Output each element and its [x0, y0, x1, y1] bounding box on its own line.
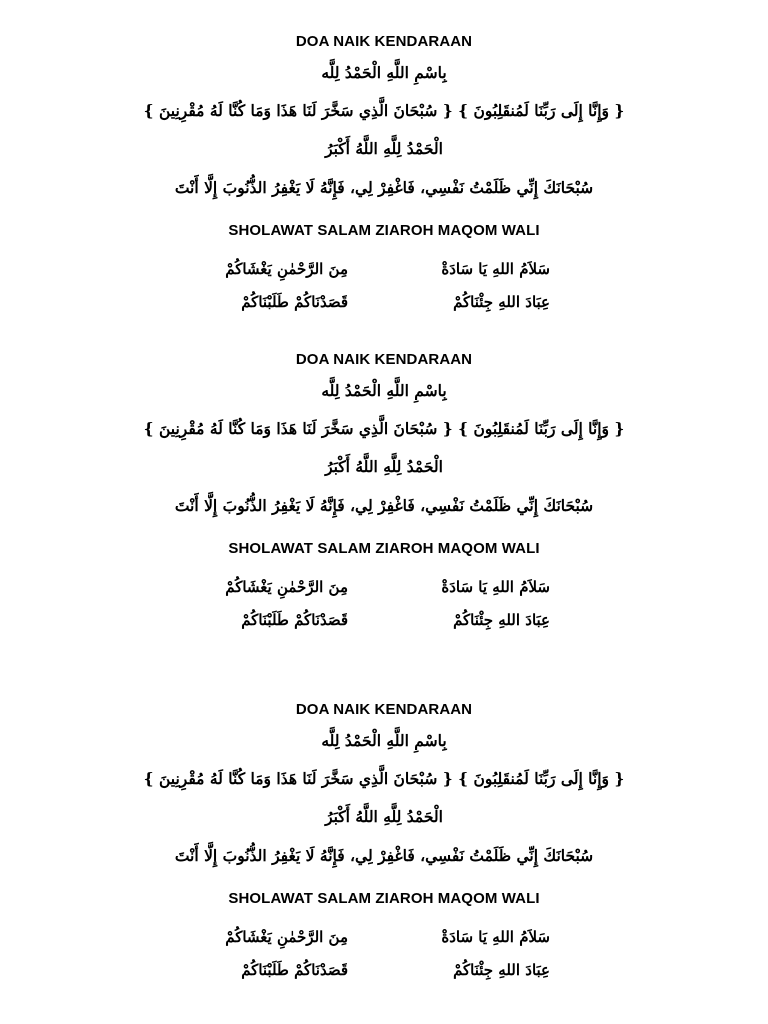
verse-line: { وَإِنَّا إِلَى رَبِّنَا لَمُنقَلِبُونَ } { سُبْحَانَ الَّذِي سَخَّرَ لَنَا هَذَا وَمَا كُنَّا لَهُ مُقْرِنِينَ } — [143, 769, 625, 788]
poem-verse-right: عِبَادَ اللهِ جِئْنَاكُمْ — [453, 961, 550, 979]
istighfar-line: سُبْحَانَكَ إِنِّي ظَلَمْتُ نَفْسِي، فَاغْفِرْ لِي، فَإِنَّهُ لَا يَغْفِرُ الذُّنُوبَ إِلَّا أَنْتَ — [174, 178, 594, 197]
poem-verse-left: قَصَدْنَاكُمْ طَلَبْنَاكُمْ — [241, 293, 348, 311]
verse-line: { وَإِنَّا إِلَى رَبِّنَا لَمُنقَلِبُونَ } { سُبْحَانَ الَّذِي سَخَّرَ لَنَا هَذَا وَمَا كُنَّا لَهُ مُقْرِنِينَ } — [143, 419, 625, 438]
doa-title: DOA NAIK KENDARAAN — [295, 701, 473, 718]
poem-row — [0, 254, 768, 284]
basmalah-line: بِاسْمِ اللَّهِ الْحَمْدُ لِلَّه — [321, 731, 447, 750]
doa-title: DOA NAIK KENDARAAN — [295, 351, 473, 368]
poem-verse-left: قَصَدْنَاكُمْ طَلَبْنَاكُمْ — [241, 961, 348, 979]
poem-verse-right: سَلاَمُ اللهِ يَا سَادَةْ — [441, 928, 550, 946]
verse-line: { وَإِنَّا إِلَى رَبِّنَا لَمُنقَلِبُونَ } { سُبْحَانَ الَّذِي سَخَّرَ لَنَا هَذَا وَمَا كُنَّا لَهُ مُقْرِنِينَ } — [143, 101, 625, 120]
istighfar-line: سُبْحَانَكَ إِنِّي ظَلَمْتُ نَفْسِي، فَاغْفِرْ لِي، فَإِنَّهُ لَا يَغْفِرُ الذُّنُوبَ إِلَّا أَنْتَ — [174, 496, 594, 515]
basmalah-line: بِاسْمِ اللَّهِ الْحَمْدُ لِلَّه — [321, 381, 447, 400]
doa-title: DOA NAIK KENDARAAN — [295, 33, 473, 50]
poem-row — [0, 922, 768, 952]
sholawat-title: SHOLAWAT SALAM ZIAROH MAQOM WALI — [228, 222, 540, 239]
poem-row — [0, 572, 768, 602]
poem-verse-right: سَلاَمُ اللهِ يَا سَادَةْ — [441, 578, 550, 596]
poem-verse-left: قَصَدْنَاكُمْ طَلَبْنَاكُمْ — [241, 611, 348, 629]
poem-row — [0, 605, 768, 635]
sholawat-title: SHOLAWAT SALAM ZIAROH MAQOM WALI — [228, 890, 540, 907]
basmalah-line: بِاسْمِ اللَّهِ الْحَمْدُ لِلَّه — [321, 63, 447, 82]
poem-verse-right: عِبَادَ اللهِ جِئْنَاكُمْ — [453, 293, 550, 311]
poem-row — [0, 287, 768, 317]
istighfar-line: سُبْحَانَكَ إِنِّي ظَلَمْتُ نَفْسِي، فَاغْفِرْ لِي، فَإِنَّهُ لَا يَغْفِرُ الذُّنُوبَ إِلَّا أَنْتَ — [174, 846, 594, 865]
tahmid-takbir-line: الْحَمْدُ لِلَّهِ اللَّهُ أَكْبَرُ — [325, 139, 443, 158]
tahmid-takbir-line: الْحَمْدُ لِلَّهِ اللَّهُ أَكْبَرُ — [325, 807, 443, 826]
poem-verse-right: سَلاَمُ اللهِ يَا سَادَةْ — [441, 260, 550, 278]
poem-row — [0, 955, 768, 985]
poem-verse-left: مِنَ الرَّحْمٰنِ يَغْشَاكُمْ — [225, 260, 348, 278]
poem-verse-right: عِبَادَ اللهِ جِئْنَاكُمْ — [453, 611, 550, 629]
poem-verse-left: مِنَ الرَّحْمٰنِ يَغْشَاكُمْ — [225, 928, 348, 946]
tahmid-takbir-line: الْحَمْدُ لِلَّهِ اللَّهُ أَكْبَرُ — [325, 457, 443, 476]
sholawat-title: SHOLAWAT SALAM ZIAROH MAQOM WALI — [228, 540, 540, 557]
poem-verse-left: مِنَ الرَّحْمٰنِ يَغْشَاكُمْ — [225, 578, 348, 596]
